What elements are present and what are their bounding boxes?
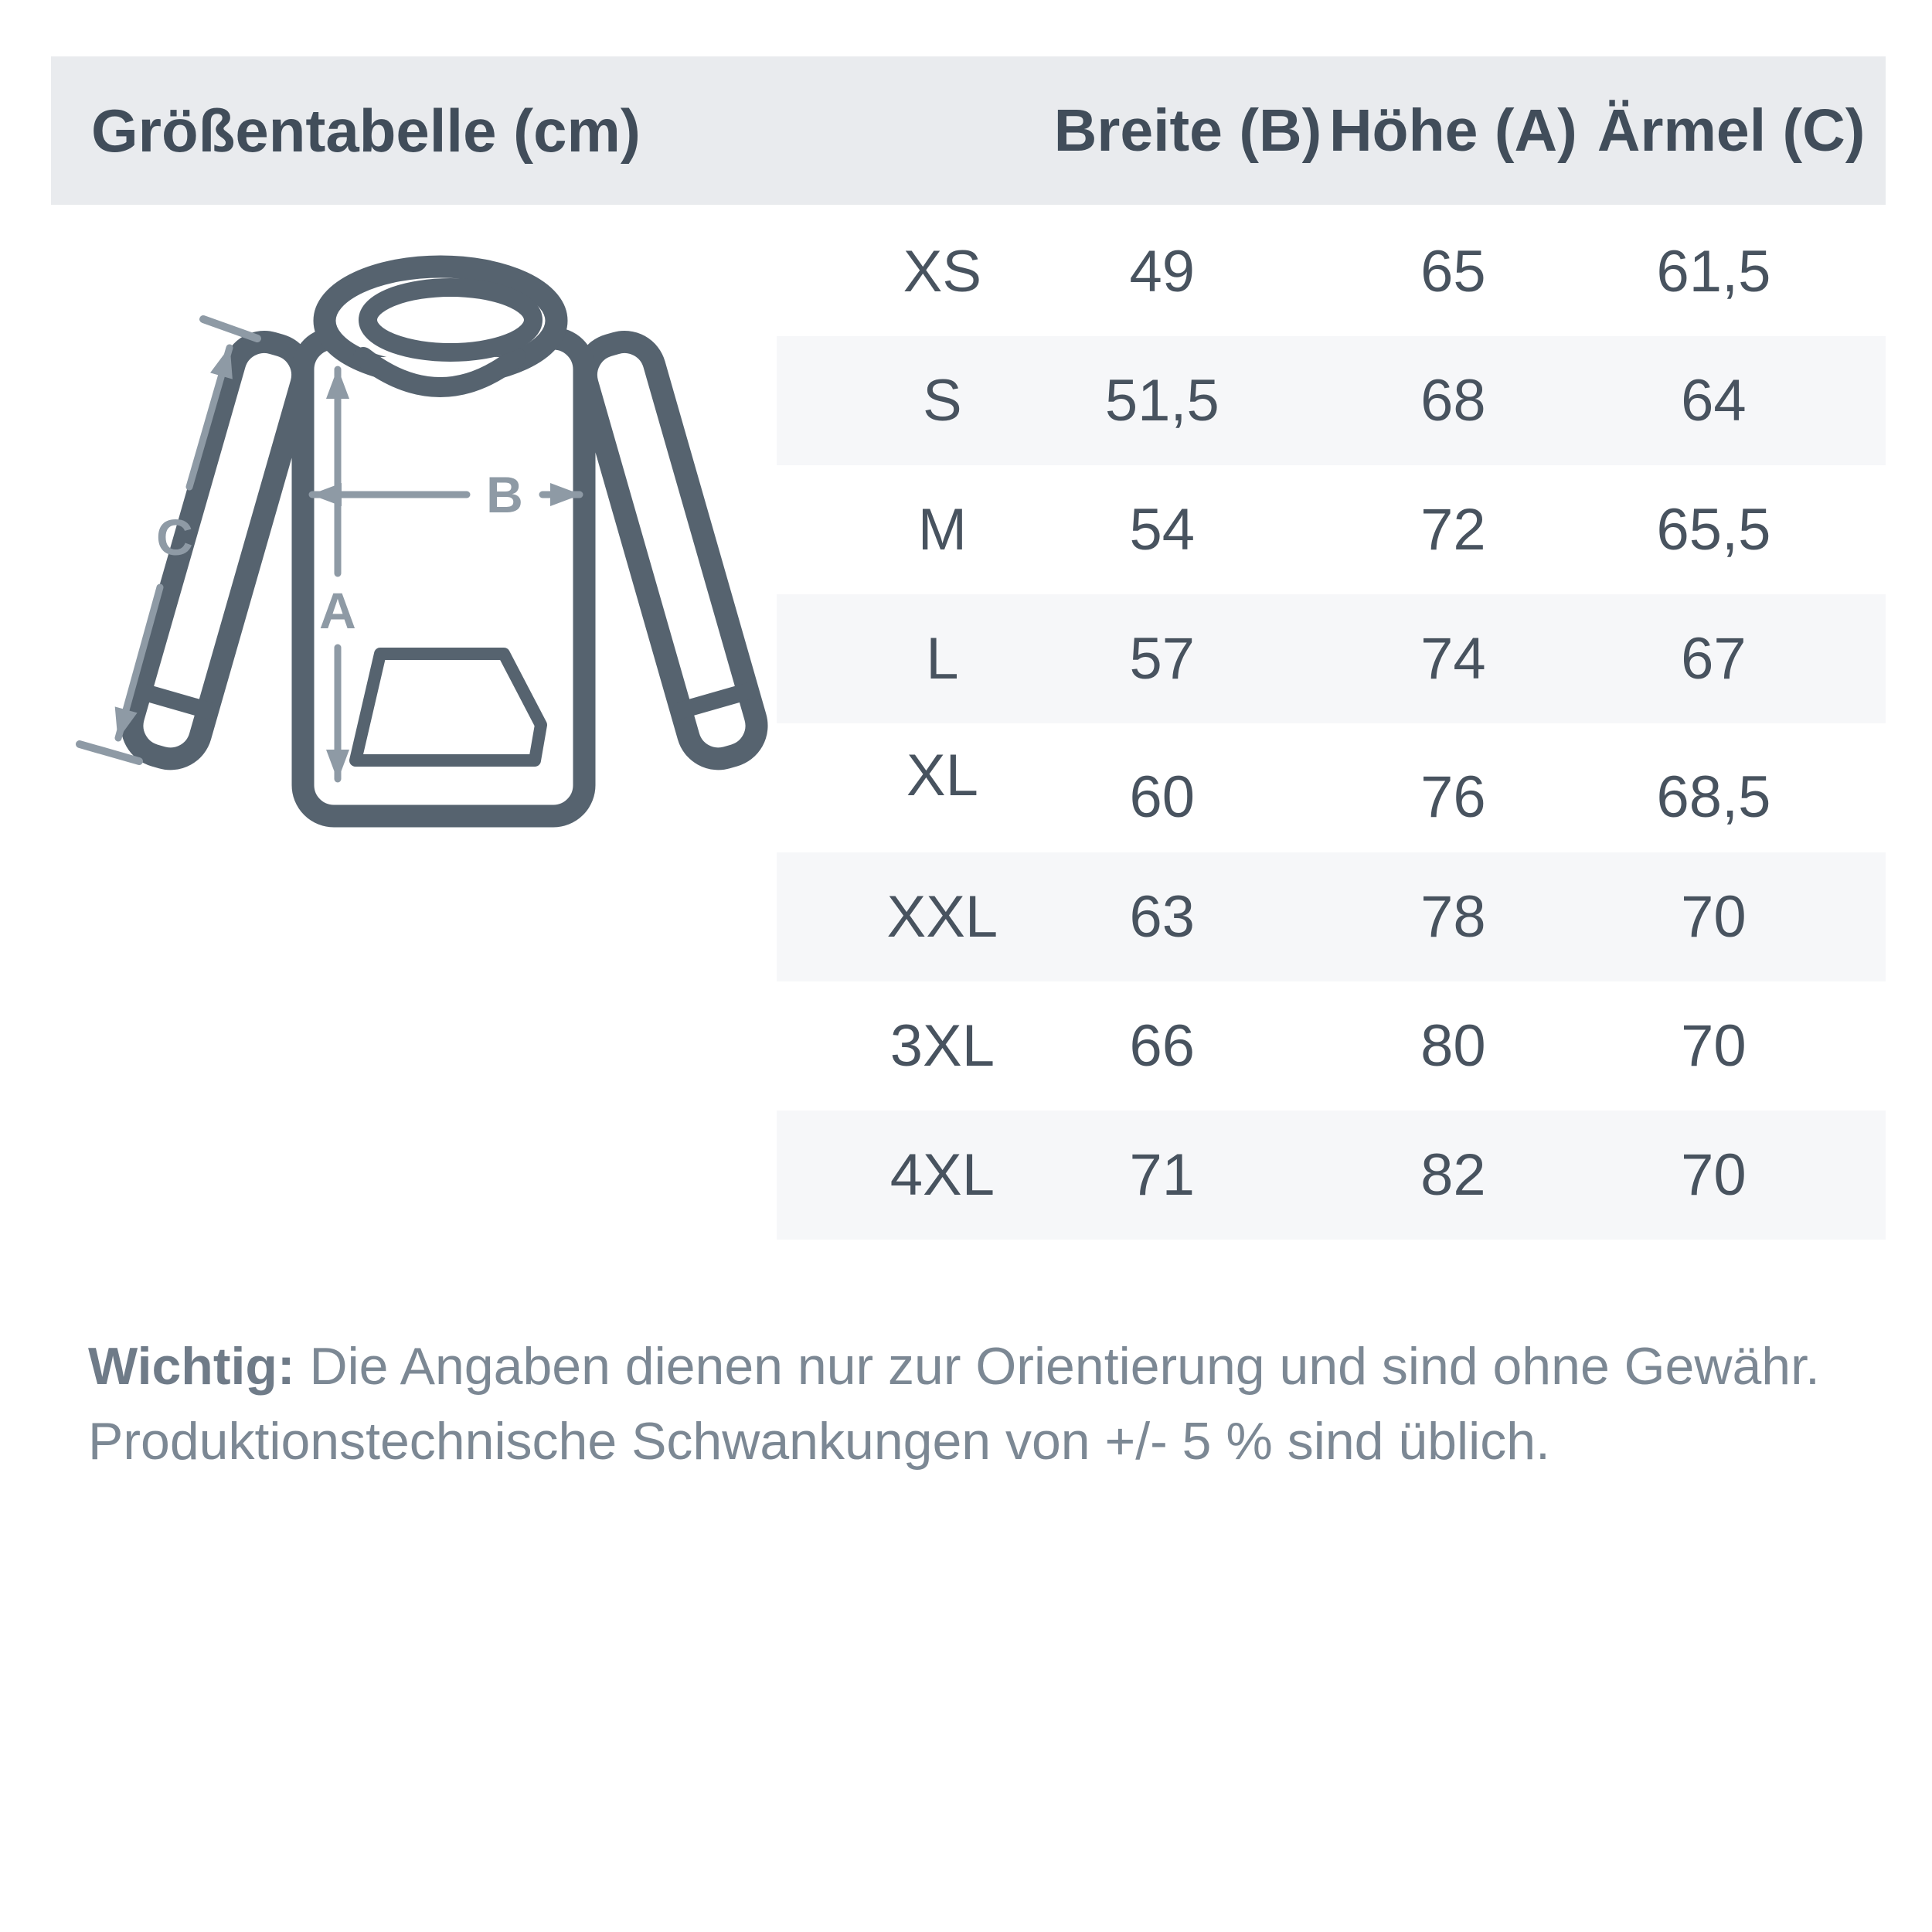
hoehe-cell: 65 <box>1420 239 1486 304</box>
aermel-cell: 65,5 <box>1656 497 1771 563</box>
size-cell: XS <box>903 239 982 304</box>
size-cell: XL <box>906 743 978 808</box>
hoehe-cell: 82 <box>1420 1142 1486 1208</box>
hoodie-measurement-diagram <box>46 216 819 858</box>
size-cell: L <box>926 626 959 692</box>
column-header-breite: Breite (B) <box>1053 97 1322 164</box>
hood-inner <box>368 287 533 352</box>
hoehe-cell: 78 <box>1420 884 1486 950</box>
aermel-cell: 61,5 <box>1656 239 1771 304</box>
size-cell: 4XL <box>889 1142 995 1208</box>
kangaroo-pocket <box>355 654 541 760</box>
header-columns <box>777 56 1886 205</box>
size-cell: S <box>923 368 962 434</box>
breite-cell: 49 <box>1129 239 1196 304</box>
hoehe-cell: 74 <box>1420 626 1486 692</box>
disclaimer-line1: Die Angaben dienen nur zur Orientierung und sind ohne Gewähr. <box>294 1337 1820 1396</box>
hoehe-cell: 80 <box>1420 1013 1486 1079</box>
table-row <box>777 336 1886 465</box>
right-sleeve <box>579 335 764 766</box>
table-row <box>777 1111 1886 1240</box>
header-bar <box>51 56 1886 205</box>
table-row <box>777 723 1886 852</box>
disclaimer-line2: Produktionstechnische Schwankungen von +/- 5 % sind üblich. <box>88 1412 1550 1471</box>
hoehe-cell: 72 <box>1420 497 1486 563</box>
table-row <box>777 981 1886 1111</box>
table-row <box>777 465 1886 594</box>
breite-cell: 60 <box>1129 764 1196 830</box>
measure-label-b: B <box>486 466 523 523</box>
breite-cell: 71 <box>1129 1142 1196 1208</box>
measure-tick-c-top <box>203 319 257 338</box>
size-table <box>777 207 1886 1240</box>
hoehe-cell: 68 <box>1420 368 1486 434</box>
hoehe-cell: 76 <box>1420 764 1486 830</box>
aermel-cell: 68,5 <box>1656 764 1771 830</box>
aermel-cell: 64 <box>1681 368 1747 434</box>
column-header-aermel: Ärmel (C) <box>1597 97 1866 164</box>
size-cell: XXL <box>886 884 998 950</box>
size-cell: 3XL <box>889 1013 995 1079</box>
breite-cell: 54 <box>1129 497 1196 563</box>
disclaimer-prefix: Wichtig: <box>88 1337 295 1396</box>
hood-collar <box>363 357 516 387</box>
column-header-hoehe: Höhe (A) <box>1328 97 1577 164</box>
table-row <box>777 207 1886 336</box>
table-row <box>777 852 1886 981</box>
aermel-cell: 70 <box>1681 1013 1747 1079</box>
aermel-cell: 70 <box>1681 884 1747 950</box>
aermel-cell: 70 <box>1681 1142 1747 1208</box>
disclaimer-note <box>88 1329 1866 1479</box>
page-title: Größentabelle (cm) <box>91 96 641 165</box>
breite-cell: 63 <box>1129 884 1196 950</box>
table-row <box>777 594 1886 723</box>
measure-label-a: A <box>319 582 356 639</box>
breite-cell: 57 <box>1129 626 1196 692</box>
size-cell: M <box>917 497 968 563</box>
breite-cell: 51,5 <box>1104 368 1219 434</box>
measure-label-c: C <box>156 509 193 566</box>
aermel-cell: 67 <box>1681 626 1747 692</box>
breite-cell: 66 <box>1129 1013 1196 1079</box>
